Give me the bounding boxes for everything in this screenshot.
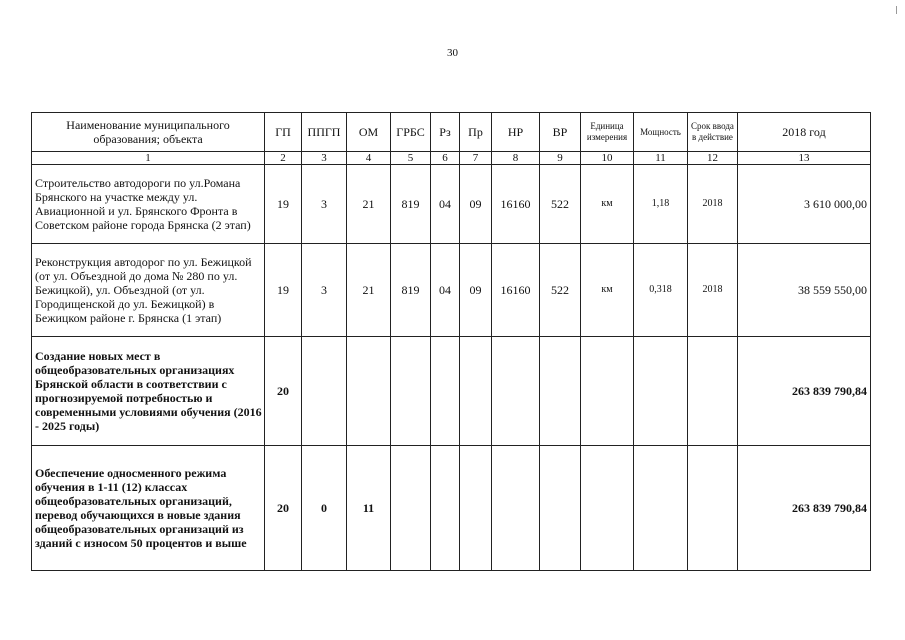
gp-cell: 20 (265, 446, 302, 571)
header-ppgp: ППГП (302, 113, 347, 152)
nr-cell (492, 446, 540, 571)
pr-cell: 09 (460, 165, 492, 244)
rz-cell: 04 (431, 165, 460, 244)
header-gp: ГП (265, 113, 302, 152)
column-number: 13 (738, 152, 871, 165)
nr-cell: 16160 (492, 165, 540, 244)
table-row (32, 446, 871, 571)
vr-cell: 522 (540, 244, 581, 337)
amount-cell: 263 839 790,84 (738, 337, 871, 446)
pr-cell: 09 (460, 244, 492, 337)
om-cell (347, 337, 391, 446)
header-nr: НР (492, 113, 540, 152)
header-capacity: Мощность (634, 113, 688, 152)
om-cell: 21 (347, 165, 391, 244)
rz-cell (431, 446, 460, 571)
table-header-row (32, 113, 871, 152)
nr-cell (492, 337, 540, 446)
year-cell (688, 446, 738, 571)
ppgp-cell (302, 337, 347, 446)
vr-cell (540, 446, 581, 571)
unit-cell: км (581, 244, 634, 337)
scan-mark (896, 6, 897, 14)
capacity-cell: 0,318 (634, 244, 688, 337)
object-name: Обеспечение односменного режима обучения в 1-11 (12) классах общеобразовательных организаций, перевод обучающихся в новые здания общеобразовательных организаций из зданий с износом 50 процентов и выше (32, 446, 265, 571)
grbs-cell: 819 (391, 244, 431, 337)
header-year: Срок ввода в действие (688, 113, 738, 152)
column-number: 9 (540, 152, 581, 165)
header-pr: Пр (460, 113, 492, 152)
om-cell: 11 (347, 446, 391, 571)
budget-table (31, 112, 871, 571)
unit-cell: км (581, 165, 634, 244)
table-row (32, 337, 871, 446)
amount-cell: 3 610 000,00 (738, 165, 871, 244)
header-unit: Единица измерения (581, 113, 634, 152)
amount-cell: 263 839 790,84 (738, 446, 871, 571)
unit-cell (581, 337, 634, 446)
column-number: 3 (302, 152, 347, 165)
column-number: 5 (391, 152, 431, 165)
capacity-cell (634, 337, 688, 446)
ppgp-cell: 3 (302, 165, 347, 244)
column-number-row (32, 152, 871, 165)
column-number: 6 (431, 152, 460, 165)
page-number: 30 (447, 47, 458, 59)
header-name: Наименование муниципального образования; объекта (32, 113, 265, 152)
year-cell (688, 337, 738, 446)
unit-cell (581, 446, 634, 571)
column-number: 4 (347, 152, 391, 165)
grbs-cell (391, 337, 431, 446)
pr-cell (460, 446, 492, 571)
header-amount: 2018 год (738, 113, 871, 152)
header-om: ОМ (347, 113, 391, 152)
rz-cell: 04 (431, 244, 460, 337)
column-number: 10 (581, 152, 634, 165)
ppgp-cell: 0 (302, 446, 347, 571)
om-cell: 21 (347, 244, 391, 337)
capacity-cell (634, 446, 688, 571)
grbs-cell: 819 (391, 165, 431, 244)
vr-cell (540, 337, 581, 446)
column-number: 11 (634, 152, 688, 165)
header-grbs: ГРБС (391, 113, 431, 152)
column-number: 1 (32, 152, 265, 165)
header-vr: ВР (540, 113, 581, 152)
pr-cell (460, 337, 492, 446)
column-number: 2 (265, 152, 302, 165)
grbs-cell (391, 446, 431, 571)
object-name: Строительство автодороги по ул.Романа Брянского на участке между ул. Авиационной и ул. Брянского Фронта в Советском районе города Брянска (2 этап) (32, 165, 265, 244)
column-number: 8 (492, 152, 540, 165)
year-cell: 2018 (688, 244, 738, 337)
table-row (32, 244, 871, 337)
nr-cell: 16160 (492, 244, 540, 337)
gp-cell: 20 (265, 337, 302, 446)
amount-cell: 38 559 550,00 (738, 244, 871, 337)
header-rz: Рз (431, 113, 460, 152)
capacity-cell: 1,18 (634, 165, 688, 244)
table-row (32, 165, 871, 244)
gp-cell: 19 (265, 165, 302, 244)
rz-cell (431, 337, 460, 446)
gp-cell: 19 (265, 244, 302, 337)
year-cell: 2018 (688, 165, 738, 244)
object-name: Реконструкция автодорог по ул. Бежицкой (от ул. Объездной до дома № 280 по ул. Бежицкой), ул. Объездной (от ул. Городищенской до ул. Бежицкой) в Бежицком районе г. Брянска (1 этап) (32, 244, 265, 337)
column-number: 12 (688, 152, 738, 165)
vr-cell: 522 (540, 165, 581, 244)
column-number: 7 (460, 152, 492, 165)
object-name: Создание новых мест в общеобразовательных организациях Брянской области в соответствии с прогнозируемой потребностью и современными условиями обучения (2016 - 2025 годы) (32, 337, 265, 446)
ppgp-cell: 3 (302, 244, 347, 337)
